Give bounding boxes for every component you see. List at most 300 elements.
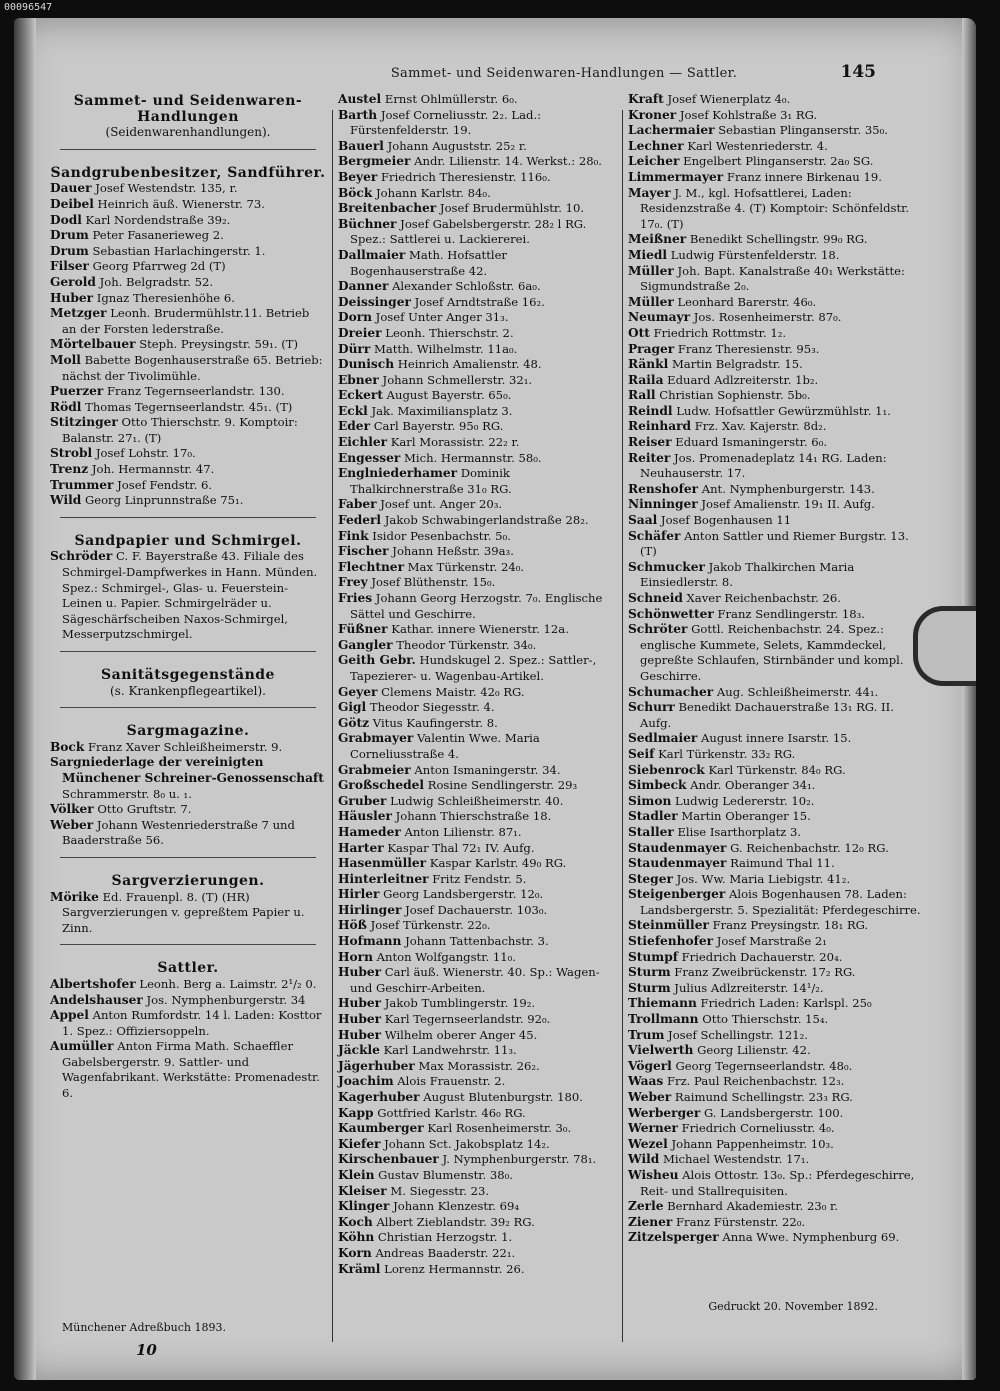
directory-entry bbox=[338, 591, 618, 622]
directory-entry bbox=[628, 1168, 924, 1199]
entry-details: Jak. Maximiliansplatz 3. bbox=[371, 403, 513, 418]
entry-name: Stumpf bbox=[628, 949, 678, 964]
directory-entry bbox=[338, 778, 618, 794]
entry-details: Ludw. Hofsattler Gewürzmühlstr. 1₁. bbox=[676, 403, 891, 418]
entry-name: Kräml bbox=[338, 1261, 381, 1276]
entry-name: Höß bbox=[338, 918, 367, 933]
directory-entry bbox=[628, 825, 924, 841]
entry-details: Anton Sattler und Riemer Burgstr. 13. (T) bbox=[640, 528, 909, 559]
directory-entry bbox=[50, 259, 326, 275]
entry-name: Ebner bbox=[338, 372, 379, 387]
entry-details: Hundskugel 2. Spez.: Sattler-, Tapezierer- u. Wagenbau-Artikel. bbox=[350, 653, 597, 683]
entry-name: Fischer bbox=[338, 544, 389, 559]
entry-name: Schäfer bbox=[628, 528, 681, 543]
entry-name: Trenz bbox=[50, 462, 89, 477]
entry-details: Fritz Fendstr. 5. bbox=[432, 871, 527, 886]
directory-entry bbox=[338, 186, 618, 202]
entry-name: Deissinger bbox=[338, 294, 411, 309]
entry-details: Friedrich Dachauerstr. 20₄. bbox=[681, 949, 843, 964]
entry-name: Englniederhamer bbox=[338, 466, 458, 481]
directory-entry bbox=[338, 544, 618, 560]
directory-entry bbox=[338, 529, 618, 545]
section-rule bbox=[60, 707, 316, 708]
entry-name: Kiefer bbox=[338, 1136, 381, 1151]
entry-name: Hirler bbox=[338, 887, 380, 902]
entry-name: Schröder bbox=[50, 549, 113, 564]
entry-details: Math. Hofsattler Bogenhauserstraße 42. bbox=[350, 247, 507, 278]
entry-details: Benedikt Schellingstr. 99₀ RG. bbox=[689, 232, 868, 247]
entry-details: Andr. Oberanger 34₁. bbox=[690, 778, 816, 793]
directory-entry bbox=[628, 482, 924, 498]
directory-entry bbox=[338, 357, 618, 373]
entry-name: Büchner bbox=[338, 216, 397, 231]
entry-details: Georg Lilienstr. 42. bbox=[697, 1043, 811, 1058]
column-right bbox=[628, 92, 924, 1246]
directory-entry bbox=[338, 918, 618, 934]
entry-name: Huber bbox=[338, 1012, 382, 1027]
entry-name: Kaumberger bbox=[338, 1121, 424, 1136]
entry-name: Ninninger bbox=[628, 497, 698, 512]
directory-entry bbox=[50, 890, 326, 937]
entry-details: August innere Isarstr. 15. bbox=[701, 731, 852, 746]
column-divider bbox=[622, 110, 623, 1342]
entry-name: Fries bbox=[338, 591, 373, 605]
directory-entry bbox=[50, 977, 326, 993]
entry-name: Häusler bbox=[338, 809, 392, 824]
entry-details: Josef Fendstr. 6. bbox=[117, 477, 213, 492]
entry-name: Völker bbox=[50, 802, 94, 817]
directory-entry bbox=[338, 731, 618, 762]
entry-name: Kagerhuber bbox=[338, 1090, 420, 1104]
entry-name: Kraft bbox=[628, 92, 664, 106]
directory-entry bbox=[628, 934, 924, 950]
entry-name: Bergmeier bbox=[338, 154, 411, 169]
entry-details: Josef Unter Anger 31₃. bbox=[375, 310, 509, 325]
directory-entry bbox=[628, 1090, 924, 1106]
entry-details: C. F. Bayerstraße 43. Filiale des Schmirgel-Dampfwerkes in Hann. Münden. Spez.: Schmirgel-, Glas- u. Feuerstein-Leinen u. Papier. Schmirgelräder u. Sägeschärfscheiben Naxos-Schmirgel, Messerputzschmirgel. bbox=[62, 549, 318, 642]
directory-entry bbox=[628, 295, 924, 311]
entry-details: Max Türkenstr. 24₀. bbox=[407, 559, 525, 574]
entry-name: Geith Gebr. bbox=[338, 653, 416, 668]
directory-entry bbox=[50, 353, 326, 384]
entry-name: Kirschenbauer bbox=[338, 1152, 439, 1167]
entry-details: Karl Landwehrstr. 11₃. bbox=[383, 1043, 517, 1058]
entry-details: Franz innere Birkenau 19. bbox=[726, 169, 882, 184]
entry-details: Jakob Thalkirchen Maria Einsiedlerstr. 8. bbox=[640, 559, 855, 590]
directory-entry bbox=[338, 451, 618, 467]
directory-entry bbox=[628, 388, 924, 404]
directory-entry bbox=[628, 451, 924, 482]
directory-entry bbox=[50, 197, 326, 213]
entry-details: Leonh. Thierschstr. 2. bbox=[385, 325, 514, 340]
directory-entry bbox=[628, 965, 924, 981]
entry-details: Joh. Hermannstr. 47. bbox=[91, 462, 215, 477]
entry-details: Eduard Ismaningerstr. 6₀. bbox=[675, 435, 828, 450]
entry-details: J. M., kgl. Hofsattlerei, Laden: Residenzstraße 4. (T) Komptoir: Schönfeldstr. 17₀. (T) bbox=[640, 185, 910, 231]
directory-entry bbox=[338, 560, 618, 576]
entry-details: Engelbert Plinganserstr. 2a₀ SG. bbox=[683, 154, 874, 169]
entry-name: Rall bbox=[628, 388, 656, 403]
directory-entry bbox=[628, 560, 924, 591]
directory-entry bbox=[338, 794, 618, 810]
entry-name: Sturm bbox=[628, 980, 671, 995]
entry-details: Johann Sct. Jakobsplatz 14₂. bbox=[384, 1136, 550, 1151]
directory-entry bbox=[338, 326, 618, 342]
entry-details: August Blutenburgstr. 180. bbox=[423, 1090, 583, 1104]
directory-entry bbox=[338, 965, 618, 996]
entry-details: Isidor Pesenbachstr. 5₀. bbox=[372, 528, 511, 543]
directory-entry bbox=[628, 373, 924, 389]
book-spine-shadow bbox=[14, 18, 36, 1380]
directory-entry bbox=[338, 1121, 618, 1137]
entry-details: Friedrich Rottmstr. 1₂. bbox=[653, 325, 787, 340]
entry-details: Johann Pappenheimstr. 10₃. bbox=[671, 1136, 834, 1151]
entry-details: Raimund Thal 11. bbox=[730, 856, 835, 871]
entry-name: Staudenmayer bbox=[628, 840, 727, 855]
entry-name: Eder bbox=[338, 419, 370, 434]
entry-name: Sargniederlage der vereinigten Münchener Schreiner-Genossenschaft bbox=[50, 755, 324, 785]
directory-entry bbox=[628, 918, 924, 934]
entry-name: Müller bbox=[628, 294, 674, 309]
entry-details: Heinrich Amalienstr. 48. bbox=[397, 357, 542, 372]
entry-details: Leonhard Barerstr. 46₀. bbox=[677, 294, 817, 309]
entry-details: Schrammerstr. 8₀ u. ₁. bbox=[62, 786, 192, 801]
directory-entry bbox=[338, 1106, 618, 1122]
entry-name: Eckl bbox=[338, 403, 368, 418]
entry-name: Breitenbacher bbox=[338, 201, 437, 216]
entry-details: Karl Rosenheimerstr. 3₀. bbox=[427, 1121, 572, 1136]
entry-details: Karl Türkenstr. 84₀ RG. bbox=[708, 762, 846, 777]
entry-name: Jäckle bbox=[338, 1043, 380, 1058]
directory-entry bbox=[50, 462, 326, 478]
entry-name: Geyer bbox=[338, 684, 378, 699]
entry-name: Hasenmüller bbox=[338, 856, 427, 871]
entry-name: Horn bbox=[338, 949, 373, 964]
entry-details: Andreas Baaderstr. 22₁. bbox=[375, 1245, 516, 1260]
directory-entry bbox=[338, 154, 618, 170]
entry-details: Josef Marstraße 2₁ bbox=[716, 934, 827, 949]
entry-details: J. Nymphenburgerstr. 78₁. bbox=[442, 1152, 597, 1167]
directory-entry bbox=[338, 92, 618, 108]
directory-entry bbox=[50, 755, 326, 802]
directory-entry bbox=[338, 1059, 618, 1075]
entry-details: Franz Zweibrückenstr. 17₂ RG. bbox=[674, 965, 856, 980]
entry-name: Schumacher bbox=[628, 684, 714, 699]
directory-entry bbox=[628, 747, 924, 763]
directory-entry bbox=[338, 653, 618, 684]
entry-details: Johann Georg Herzogstr. 7₀. Englische Sättel und Geschirre. bbox=[350, 591, 603, 621]
directory-entry bbox=[50, 384, 326, 400]
entry-details: Gustav Blumenstr. 38₀. bbox=[378, 1167, 513, 1182]
entry-name: Appel bbox=[50, 1008, 89, 1023]
entry-name: Federl bbox=[338, 513, 382, 528]
directory-entry bbox=[628, 154, 924, 170]
directory-entry bbox=[628, 529, 924, 560]
entry-name: Gruber bbox=[338, 793, 387, 808]
directory-entry bbox=[338, 404, 618, 420]
directory-entry bbox=[50, 306, 326, 337]
footer-signature-mark: 10 bbox=[136, 1341, 157, 1359]
directory-entry bbox=[50, 993, 326, 1009]
directory-entry bbox=[628, 591, 924, 607]
entry-name: Trummer bbox=[50, 477, 114, 492]
directory-entry bbox=[628, 232, 924, 248]
entry-name: Eichler bbox=[338, 435, 388, 450]
scan-id-label: 00096547 bbox=[4, 2, 53, 13]
entry-name: Danner bbox=[338, 279, 389, 294]
entry-name: Huber bbox=[338, 965, 382, 980]
entry-details: Andr. Lilienstr. 14. Werkst.: 28₀. bbox=[414, 154, 602, 169]
entry-details: Kathar. innere Wienerstr. 12a. bbox=[391, 622, 569, 637]
directory-entry bbox=[50, 291, 326, 307]
directory-entry bbox=[50, 802, 326, 818]
page-edge-shadow bbox=[962, 18, 976, 1380]
directory-entry bbox=[338, 622, 618, 638]
directory-entry bbox=[338, 1184, 618, 1200]
entry-details: Otto Thierschstr. 15₄. bbox=[702, 1012, 829, 1027]
entry-details: Alexander Schloßstr. 6a₀. bbox=[392, 279, 541, 294]
entry-details: Leonh. Berg a. Laimstr. 2¹/₂ 0. bbox=[139, 976, 317, 991]
entry-details: Leonh. Brudermühlstr.11. Betrieb an der Forsten lederstraße. bbox=[62, 306, 310, 336]
entry-details: Lorenz Hermannstr. 26. bbox=[384, 1261, 525, 1276]
entry-details: Vitus Kaufingerstr. 8. bbox=[372, 715, 498, 730]
section-heading: Sargmagazine. bbox=[126, 723, 250, 740]
entry-name: Ränkl bbox=[628, 357, 669, 372]
entry-details: Johann Auguststr. 25₂ r. bbox=[387, 138, 527, 153]
entry-details: Otto Thierschstr. 9. Komptoir: Balanstr. 27₁. (T) bbox=[62, 415, 298, 445]
entry-name: Sturm bbox=[628, 965, 671, 980]
entry-details: Valentin Wwe. Maria Corneliusstraße 4. bbox=[350, 731, 540, 761]
entry-name: Austel bbox=[338, 92, 382, 106]
section-heading: Sandgrubenbesitzer, Sandführer. bbox=[50, 164, 326, 181]
directory-entry bbox=[628, 139, 924, 155]
entry-details: Anton Rumfordstr. 14 l. Laden: Kosttor 1. Spez.: Offiziersoppeln. bbox=[62, 1008, 322, 1038]
entry-details: Sebastian Plinganserstr. 35₀. bbox=[718, 123, 888, 138]
section-rule bbox=[60, 517, 316, 518]
directory-entry bbox=[628, 264, 924, 295]
entry-name: Kapp bbox=[338, 1105, 374, 1120]
entry-details: Ed. Frauenpl. 8. (T) (HR) Sargverzierungen v. gepreßtem Papier u. Zinn. bbox=[62, 889, 305, 935]
directory-entry bbox=[338, 513, 618, 529]
entry-name: Filser bbox=[50, 259, 89, 274]
entry-name: Huber bbox=[338, 996, 382, 1011]
entry-name: Huber bbox=[338, 1027, 382, 1042]
entry-details: Josef Türkenstr. 22₀. bbox=[370, 918, 491, 933]
directory-entry bbox=[338, 1028, 618, 1044]
directory-entry bbox=[338, 638, 618, 654]
directory-entry bbox=[338, 887, 618, 903]
directory-entry bbox=[628, 1028, 924, 1044]
entry-name: Deibel bbox=[50, 196, 94, 211]
entry-name: Fink bbox=[338, 528, 369, 543]
directory-entry bbox=[628, 186, 924, 233]
directory-entry bbox=[338, 872, 618, 888]
entry-details: Johann Tattenbachstr. 3. bbox=[405, 934, 549, 949]
directory-entry bbox=[628, 763, 924, 779]
entry-details: Alois Ottostr. 13₀. Sp.: Pferdegeschirre, Reit- und Stallrequisiten. bbox=[640, 1167, 915, 1198]
entry-name: Sedlmaier bbox=[628, 731, 698, 746]
entry-name: Moll bbox=[50, 352, 81, 367]
entry-details: Johann Westenriederstraße 7 und Baaderstraße 56. bbox=[62, 817, 295, 848]
entry-details: Xaver Reichenbachstr. 26. bbox=[686, 591, 841, 605]
entry-details: Karl Westenriederstr. 4. bbox=[687, 138, 828, 153]
entry-details: Dominik Thalkirchnerstraße 31₀ RG. bbox=[350, 466, 512, 496]
directory-entry bbox=[50, 275, 326, 291]
entry-name: Puerzer bbox=[50, 384, 104, 399]
entry-details: Johann Schmellerstr. 32₁. bbox=[382, 372, 533, 387]
directory-entry bbox=[628, 1230, 924, 1246]
directory-entry bbox=[338, 763, 618, 779]
entry-details: Josef Gabelsbergerstr. 28₂ l RG. Spez.: Sattlerei u. Lackiererei. bbox=[350, 216, 587, 247]
entry-name: Waas bbox=[628, 1074, 664, 1089]
directory-entry bbox=[338, 716, 618, 732]
entry-details: Theodor Türkenstr. 34₀. bbox=[396, 637, 537, 652]
entry-name: Beyer bbox=[338, 169, 378, 184]
directory-entry bbox=[628, 108, 924, 124]
directory-entry bbox=[338, 934, 618, 950]
directory-entry bbox=[338, 856, 618, 872]
section-heading: Sargverzierungen. bbox=[111, 872, 265, 889]
entry-details: Josef Bogenhausen 11 bbox=[660, 513, 792, 528]
entry-details: Otto Gruftstr. 7. bbox=[97, 802, 192, 817]
entry-name: Werberger bbox=[628, 1105, 701, 1120]
directory-entry bbox=[338, 466, 618, 497]
directory-entry bbox=[338, 1012, 618, 1028]
directory-entry bbox=[628, 841, 924, 857]
entry-details: Benedikt Dachauerstraße 13₁ RG. II. Aufg. bbox=[640, 700, 894, 730]
directory-entry bbox=[628, 342, 924, 358]
directory-entry bbox=[628, 981, 924, 997]
entry-details: Bernhard Akademiestr. 23₀ r. bbox=[667, 1199, 839, 1214]
entry-name: Gangler bbox=[338, 637, 393, 652]
entry-details: Karl Morassistr. 22₂ r. bbox=[390, 435, 520, 450]
directory-entry bbox=[338, 996, 618, 1012]
entry-name: Thiemann bbox=[628, 996, 697, 1011]
entry-name: Simbeck bbox=[628, 778, 687, 793]
entry-details: Anton Lilienstr. 87₁. bbox=[404, 824, 522, 839]
directory-entry bbox=[628, 731, 924, 747]
directory-entry bbox=[338, 1074, 618, 1090]
directory-entry bbox=[338, 1168, 618, 1184]
directory-entry bbox=[50, 446, 326, 462]
entry-details: Georg Linprunnstraße 75₁. bbox=[84, 493, 244, 508]
entry-details: G. Reichenbachstr. 12₀ RG. bbox=[730, 840, 889, 855]
entry-name: Köhn bbox=[338, 1230, 375, 1245]
entry-name: Großschedel bbox=[338, 778, 425, 793]
entry-name: Schurr bbox=[628, 700, 675, 715]
directory-entry bbox=[338, 575, 618, 591]
entry-name: Simon bbox=[628, 793, 672, 808]
directory-entry bbox=[338, 342, 618, 358]
entry-details: Josef Wienerplatz 4₀. bbox=[667, 92, 791, 106]
column-divider bbox=[332, 110, 333, 1342]
entry-name: Weber bbox=[628, 1090, 672, 1104]
directory-entry bbox=[628, 685, 924, 701]
section-subheading: (Seidenwarenhandlungen). bbox=[105, 125, 271, 140]
directory-entry bbox=[628, 310, 924, 326]
entry-details: Aug. Schleißheimerstr. 44₁. bbox=[716, 684, 879, 699]
entry-name: Leicher bbox=[628, 154, 680, 169]
section-rule bbox=[60, 944, 316, 945]
directory-entry bbox=[338, 903, 618, 919]
entry-details: Theodor Siegesstr. 4. bbox=[369, 700, 495, 715]
directory-entry bbox=[338, 435, 618, 451]
directory-entry bbox=[628, 513, 924, 529]
directory-entry bbox=[628, 1106, 924, 1122]
entry-name: Ott bbox=[628, 325, 650, 340]
entry-details: Albert Zieblandstr. 39₂ RG. bbox=[376, 1214, 535, 1229]
entry-details: Jos. Promenadeplatz 14₁ RG. Laden: Neuhauserstr. 17. bbox=[640, 450, 887, 481]
entry-name: Klinger bbox=[338, 1199, 390, 1214]
entry-name: Barth bbox=[338, 107, 378, 122]
directory-entry bbox=[50, 181, 326, 197]
entry-name: Klein bbox=[338, 1167, 375, 1182]
entry-name: Ziener bbox=[628, 1214, 673, 1229]
directory-entry bbox=[50, 213, 326, 229]
entry-name: Reiter bbox=[628, 450, 671, 465]
entry-details: Ludwig Fürstenfelderstr. 18. bbox=[670, 247, 840, 262]
directory-entry bbox=[628, 872, 924, 888]
entry-name: Steigenberger bbox=[628, 887, 726, 902]
entry-details: Georg Tegernseerlandstr. 48₀. bbox=[675, 1058, 853, 1073]
entry-details: Ernst Ohlmüllerstr. 6₀. bbox=[384, 92, 518, 106]
entry-details: Josef Dachauerstr. 103₀. bbox=[405, 902, 548, 917]
section-rule bbox=[60, 149, 316, 150]
entry-details: Georg Landsbergerstr. 12₀. bbox=[383, 887, 544, 902]
entry-details: Kaspar Karlstr. 49₀ RG. bbox=[429, 856, 567, 871]
entry-details: Rosine Sendlingerstr. 29₃ bbox=[427, 778, 578, 793]
directory-entry bbox=[50, 1039, 326, 1101]
directory-entry bbox=[50, 415, 326, 446]
directory-entry bbox=[50, 478, 326, 494]
directory-entry bbox=[628, 887, 924, 918]
entry-details: Ignaz Theresienhöhe 6. bbox=[96, 290, 235, 305]
entry-name: Dürr bbox=[338, 341, 371, 356]
section-heading: Sammet- und Seidenwaren-Handlungen bbox=[73, 93, 303, 125]
entry-name: Schmucker bbox=[628, 559, 705, 574]
entry-name: Metzger bbox=[50, 306, 107, 321]
entry-name: Schneid bbox=[628, 591, 683, 605]
entry-name: Mörike bbox=[50, 889, 99, 904]
entry-details: Anna Wwe. Nymphenburg 69. bbox=[722, 1230, 900, 1245]
entry-name: Joachim bbox=[338, 1074, 394, 1089]
directory-entry bbox=[628, 809, 924, 825]
entry-name: Korn bbox=[338, 1245, 372, 1260]
entry-name: Koch bbox=[338, 1214, 373, 1229]
directory-entry bbox=[338, 1090, 618, 1106]
directory-entry bbox=[628, 1137, 924, 1153]
entry-name: Gigl bbox=[338, 700, 367, 715]
directory-entry bbox=[338, 373, 618, 389]
entry-name: Stitzinger bbox=[50, 415, 118, 430]
directory-entry bbox=[338, 700, 618, 716]
directory-entry bbox=[628, 419, 924, 435]
entry-details: Franz Preysingstr. 18₁ RG. bbox=[712, 918, 869, 933]
directory-entry bbox=[50, 549, 326, 643]
entry-details: Carl äuß. Wienerstr. 40. Sp.: Wagen- und Geschirr-Arbeiten. bbox=[350, 965, 600, 995]
directory-entry bbox=[50, 228, 326, 244]
entry-name: Rödl bbox=[50, 399, 82, 414]
entry-details: Frz. Paul Reichenbachstr. 12₃. bbox=[666, 1074, 845, 1089]
entry-name: Böck bbox=[338, 185, 373, 200]
entry-details: Michael Westendstr. 17₁. bbox=[662, 1152, 810, 1167]
entry-name: Frey bbox=[338, 575, 368, 590]
directory-entry bbox=[628, 1074, 924, 1090]
entry-details: Josef Schellingstr. 121₂. bbox=[668, 1027, 808, 1042]
directory-entry bbox=[628, 856, 924, 872]
entry-name: Müller bbox=[628, 263, 674, 278]
section-rule bbox=[60, 857, 316, 858]
